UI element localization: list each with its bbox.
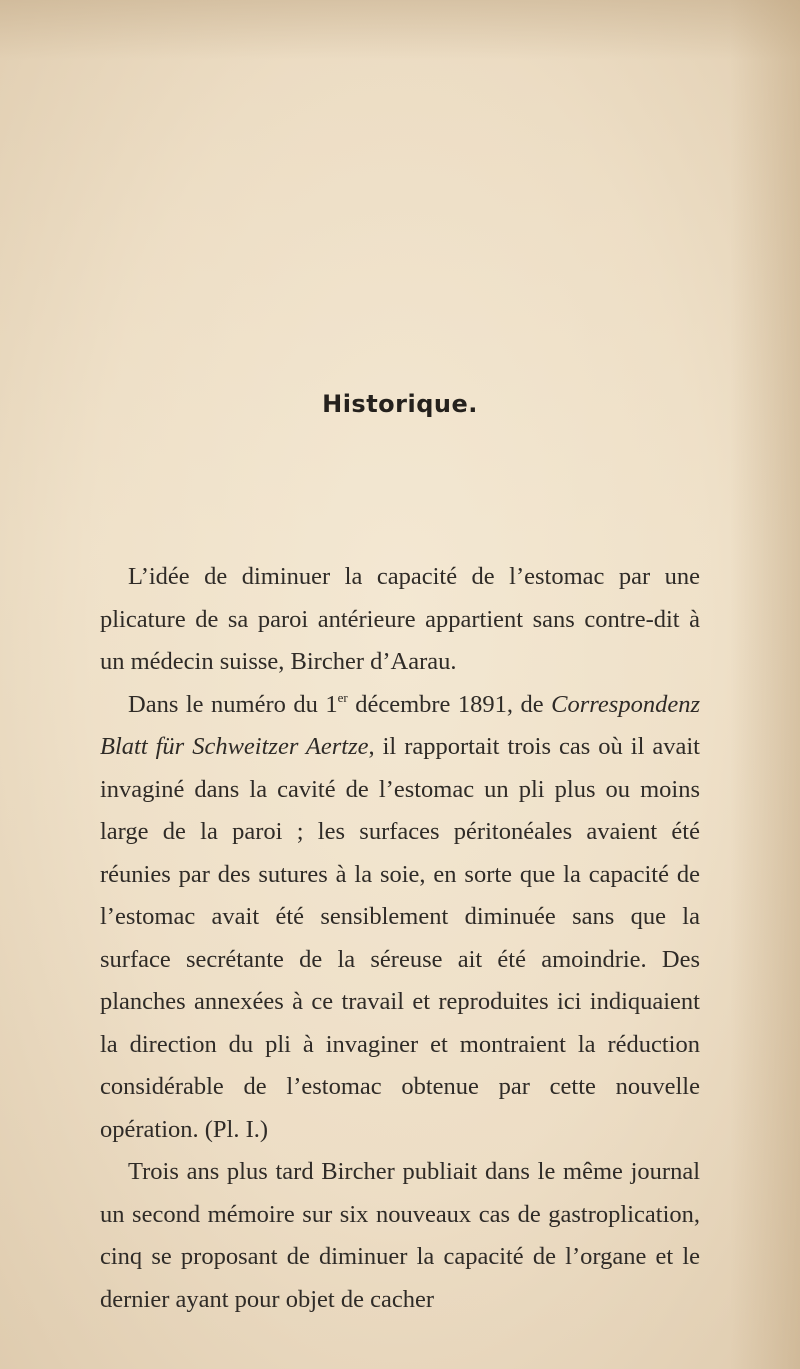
paragraph-3: Trois ans plus tard Bircher publiait dans le même journal un second mémoire sur six nouveaux cas de gastroplication, cinq se proposant de diminuer la capacité de l’organe et le dernier ayant pour objet de cacher [100, 1158, 700, 1313]
ordinal-superscript: er [337, 689, 348, 705]
body-text [100, 556, 700, 1321]
paragraph-2-mid: décembre 1891, de [347, 690, 552, 718]
page-edge-shading [730, 0, 800, 1369]
journal-title: Correspondenz Blatt für Schweitzer Aertze [100, 690, 700, 760]
page-top-shading [0, 0, 800, 60]
section-title: Historique. [322, 390, 478, 418]
paragraph-2-after: , il rapportait trois cas où il avait invaginé dans la cavité de l’estomac un pli plus ou moins large de la paroi ; les surfaces péritonéales avaient été réunies par des sutures à la soie, en sorte que la capacité de l’estomac avait été sensiblement diminuée sans que la surface secrétante de la séreuse ait été amoindrie. Des planches annexées à ce travail et reproduites ici indiquaient la direction du pli à invaginer et montraient la réduction considérable de l’estomac obtenue par cette nouvelle opération. (Pl. I.) [100, 733, 700, 1143]
paragraph-2-before: Dans le numéro du 1 [128, 690, 338, 718]
paragraph-2 [100, 684, 700, 1152]
paragraph-1: L’idée de diminuer la capacité de l’estomac par une plicature de sa paroi antérieure appartient sans contre-dit à un médecin suisse, Bircher d’Aarau. [100, 563, 700, 675]
